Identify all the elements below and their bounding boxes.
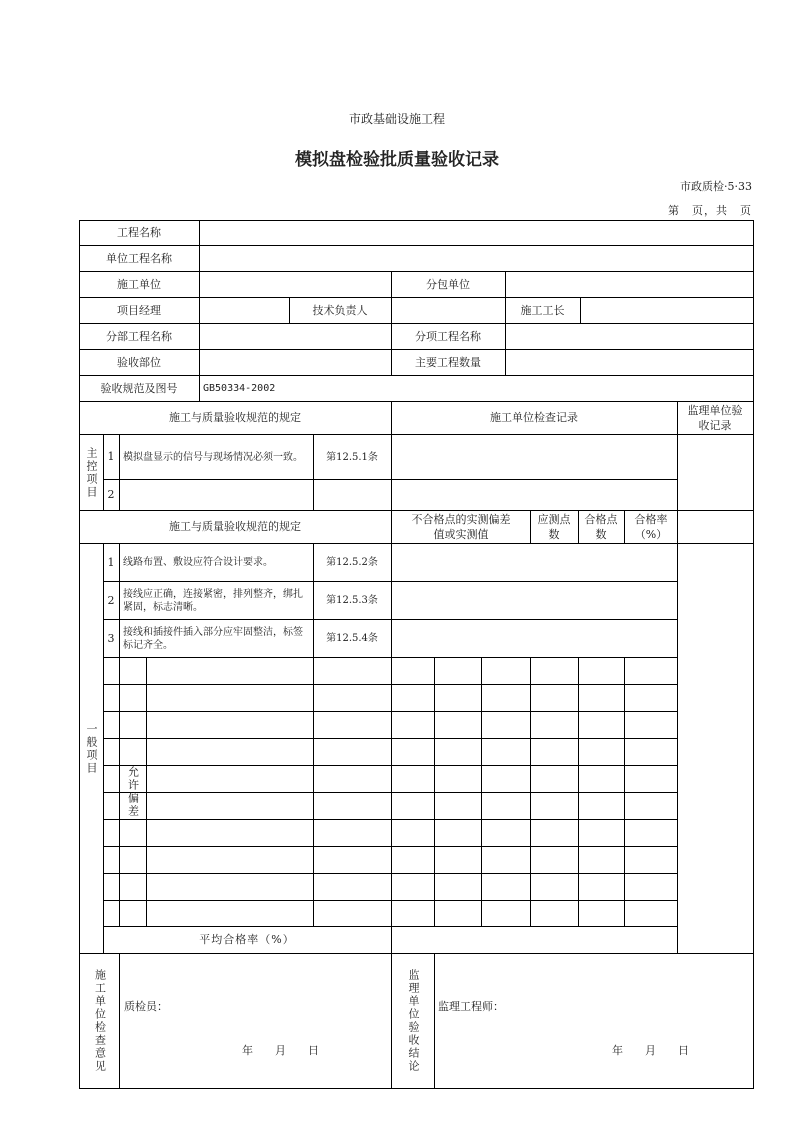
general-row-1-no: 1	[107, 555, 115, 569]
general-row-3-no: 3	[107, 631, 115, 645]
technical-lead-label: 技术负责人	[312, 303, 368, 317]
general-row-1-desc: 线路布置、敷设应符合设计要求。	[123, 557, 273, 568]
project-manager-label: 项目经理	[117, 303, 161, 317]
main-spec-header: 施工与质量验收规范的规定	[169, 411, 301, 424]
average-rate-label: 平均合格率（%）	[199, 933, 295, 946]
main-row-1-no: 1	[107, 450, 115, 463]
tolerance-label: 允许偏差	[126, 766, 140, 818]
general-row-2-clause: 第12.5.3条	[326, 595, 378, 606]
page-counter: 第 页，共 页	[668, 204, 752, 217]
main-row-1-desc: 模拟盘显示的信号与现场情况必须一致。	[123, 451, 303, 463]
general-row-1-clause: 第12.5.2条	[326, 557, 378, 568]
engineer-signature-label: 监理工程师：	[438, 1000, 504, 1013]
general-row-2-no: 2	[107, 593, 115, 607]
subcontract-unit-label: 分包单位	[426, 277, 470, 291]
inspection-part-label: 验收部位	[117, 355, 161, 369]
page-title: 模拟盘检验批质量验收记录	[295, 150, 499, 170]
foreman-label: 施工工长	[520, 303, 565, 317]
rate-column-header: 合格率（%）	[634, 513, 668, 541]
subitem-name-label: 分项工程名称	[415, 329, 481, 343]
contractor-date: 年 月 日	[242, 1044, 319, 1057]
supervisor-conclusion-label: 监理单位验收结论	[407, 969, 420, 1073]
supervisor-date: 年 月 日	[612, 1044, 689, 1057]
general-row-3-clause: 第12.5.4条	[326, 633, 378, 644]
division-name-label: 分部工程名称	[106, 329, 172, 343]
main-control-label: 主控项目	[85, 446, 98, 499]
general-spec-header: 施工与质量验收规范的规定	[169, 520, 301, 533]
general-items-label: 一般项目	[85, 722, 98, 775]
deviation-column-header: 不合格点的实测偏差值或实测值	[411, 513, 511, 541]
standard-label: 验收规范及图号	[100, 381, 178, 395]
main-quantity-label: 主要工程数量	[415, 355, 481, 369]
points-column-header: 应测点数	[537, 513, 571, 541]
construction-unit-label: 施工单位	[117, 277, 161, 291]
main-record-header: 施工单位检查记录	[490, 411, 578, 424]
standard-value: GB50334-2002	[203, 382, 276, 394]
unit-project-name-label: 单位工程名称	[106, 251, 172, 265]
form-code: 市政质检·5·33	[680, 180, 752, 193]
supervisor-record-header: 监理单位验收记录	[687, 404, 743, 432]
qualified-column-header: 合格点数	[584, 513, 618, 541]
general-row-3-desc: 接线和插接件插入部分应牢固整洁，标签标记齐全。	[123, 626, 303, 651]
contractor-opinion-label: 施工单位检查意见	[93, 969, 107, 1073]
main-row-1-clause: 第12.5.1条	[326, 451, 378, 463]
organization-subtitle: 市政基础设施工程	[348, 112, 445, 126]
general-row-2-desc: 接线应正确，连接紧密，排列整齐，绑扎紧固，标志清晰。	[123, 588, 303, 613]
main-row-2-no: 2	[107, 488, 115, 501]
project-name-label: 工程名称	[117, 226, 161, 239]
inspector-signature-label: 质检员：	[124, 1000, 168, 1013]
